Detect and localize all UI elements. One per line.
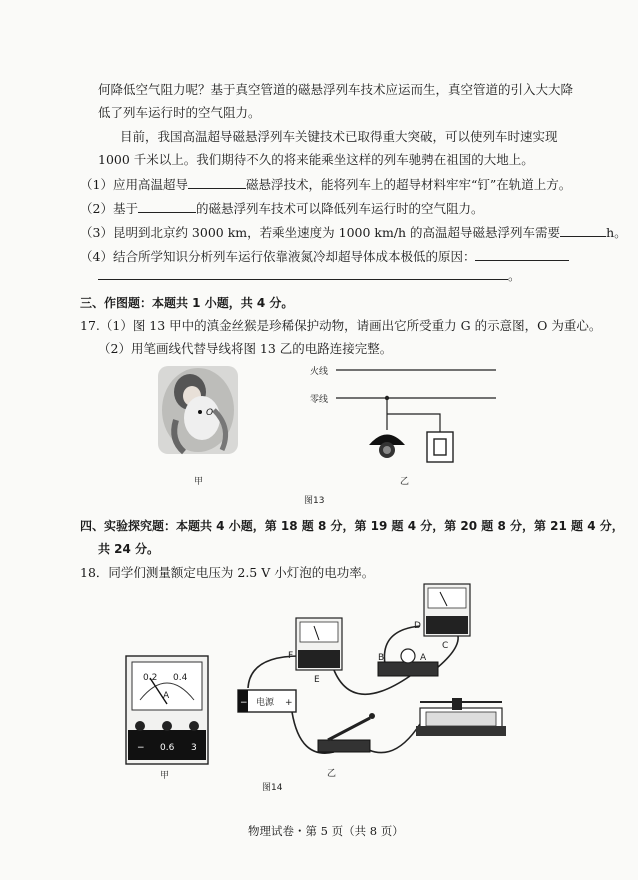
passage-line-3: 目前，我国高温超导磁悬浮列车关键技术已取得重大突破，可以使列车时速实现 — [120, 129, 558, 144]
fig13-label-jia: 甲 — [194, 477, 204, 487]
q16-part-3: （3）昆明到北京约 3000 km，若乘坐速度为 1000 km/h 的高温超导磁悬浮列车需要 h。 — [80, 225, 627, 240]
point-a: A — [420, 653, 427, 663]
center-of-gravity-label: O — [206, 408, 214, 418]
terminal-0-6: 0.6 — [160, 743, 175, 753]
meter-right — [424, 584, 470, 636]
fig13-caption: 图13 — [304, 496, 325, 506]
neutral-wire-label: 零线 — [310, 395, 329, 405]
section-4-heading-2: 共 24 分。 — [98, 542, 160, 556]
rheostat-icon — [416, 698, 506, 736]
fig14-label-yi: 乙 — [327, 769, 337, 779]
q16-part-2: （2）基于 的磁悬浮列车技术可以降低列车运行时的空气阻力。 — [80, 201, 484, 216]
fig14-caption: 图14 — [262, 783, 283, 793]
passage-line-2: 低了列车运行时的空气阻力。 — [98, 105, 261, 120]
fig14-label-jia: 甲 — [160, 771, 170, 781]
point-b: B — [378, 653, 385, 663]
q18-prompt: 18．同学们测量额定电压为 2.5 V 小灯泡的电功率。 — [80, 565, 375, 580]
q16-part-1: （1）应用高温超导 磁悬浮技术，能将列车上的超导材料牢牢“钉”在轨道上方。 — [80, 177, 572, 192]
point-d: D — [414, 621, 421, 631]
page-footer: 物理试卷・第 5 页（共 8 页） — [248, 824, 404, 838]
section-3-heading: 三、作图题：本题共 1 小题，共 4 分。 — [80, 296, 294, 310]
passage-line-4: 1000 千米以上。我们期待不久的将来能乘坐这样的列车驰骋在祖国的大地上。 — [98, 152, 534, 167]
q16-part-4-cont: 。 — [98, 266, 521, 285]
scale-0-2: 0.2 — [143, 673, 158, 683]
live-wire-label: 火线 — [310, 367, 329, 377]
meter-middle — [296, 618, 342, 670]
passage-line-1: 何降低空气阻力呢？基于真空管道的磁悬浮列车技术应运而生，真空管道的引入大大降 — [98, 82, 574, 97]
terminal-minus: − — [137, 743, 145, 753]
bulb-icon — [378, 649, 438, 676]
scale-0-4: 0.4 — [173, 673, 188, 683]
battery-minus: − — [240, 698, 248, 708]
point-e: E — [314, 675, 320, 685]
battery-label: 电源 — [256, 698, 275, 708]
battery-plus: + — [285, 698, 293, 708]
fig13-label-yi: 乙 — [400, 477, 410, 487]
terminal-3: 3 — [191, 743, 197, 753]
q17-line-1: 17.（1）图 13 甲中的滇金丝猴是珍稀保护动物，请画出它所受重力 G 的示意图，O 为重心。 — [80, 318, 602, 333]
q17-line-2: （2）用笔画线代替导线将图 13 乙的电路连接完整。 — [98, 341, 393, 356]
q16-part-4: （4）结合所学知识分析列车运行依靠液氮冷却超导体成本极低的原因： — [80, 247, 569, 266]
point-c: C — [442, 641, 449, 651]
ammeter-letter: A — [163, 691, 170, 701]
section-4-heading-1: 四、实验探究题：本题共 4 小题，第 18 题 8 分，第 19 题 4 分，第 20 题 8 分，第 21 题 4 分， — [80, 519, 624, 533]
knife-switch-icon — [318, 713, 375, 752]
point-f: F — [288, 651, 294, 661]
